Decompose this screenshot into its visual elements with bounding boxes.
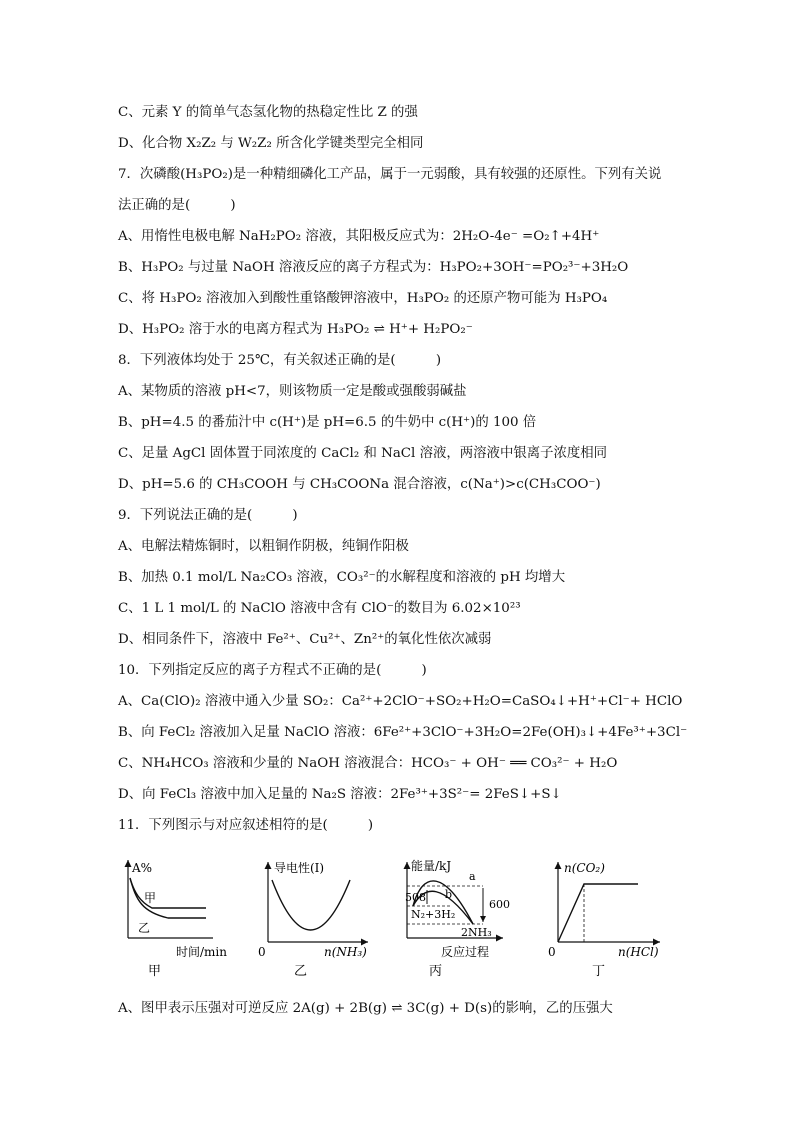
jia-ylabel: A% (132, 861, 153, 875)
bing-ylabel: 能量/kJ (411, 859, 452, 873)
ding-origin: 0 (548, 945, 556, 959)
curve-jia (130, 878, 206, 918)
figure-jia (128, 860, 227, 979)
text-line-22: C、NH₄HCO₃ 溶液和少量的 NaOH 溶液混合：HCO₃⁻ + OH⁻ ══ CO₃²⁻ + H₂O (118, 756, 618, 771)
jia-curve1: 甲 (144, 891, 157, 905)
yi-xlabel: n(NH₃) (324, 945, 367, 959)
text-line-16: B、加热 0.1 mol/L Na₂CO₃ 溶液，CO₃²⁻的水解程度和溶液的 pH 均增大 (118, 570, 566, 585)
text-line-11: B、pH=4.5 的番茄汁中 c(H⁺)是 pH=6.5 的牛奶中 c(H⁺)的 100 倍 (118, 415, 537, 430)
jia-xlabel: 时间/min (176, 945, 227, 959)
text-line-3: 7．次磷酸(H₃PO₂)是一种精细磷化工产品，属于一元弱酸，具有较强的还原性。下列有关说 (118, 167, 662, 182)
yi-ylabel: 导电性(I) (274, 861, 325, 875)
yi-origin: 0 (258, 945, 266, 959)
text-line-25: A、图甲表示压强对可逆反应 2A(g) + 2B(g) ⇌ 3C(g) + D(s)的影响，乙的压强大 (118, 1001, 613, 1016)
text-line-13: D、pH=5.6 的 CH₃COOH 与 CH₃COONa 混合溶液，c(Na⁺)>c(CH₃COO⁻) (118, 477, 601, 492)
jia-curve2: 乙 (138, 921, 151, 935)
bing-reactant: N₂+3H₂ (411, 908, 456, 921)
ding-ylabel: n(CO₂) (564, 861, 605, 875)
bing-xlabel: 反应过程 (441, 945, 490, 959)
text-line-4: 法正确的是( ) (118, 198, 236, 213)
figure-ding (548, 861, 660, 979)
text-line-14: 9．下列说法正确的是( ) (118, 508, 298, 523)
text-line-15: A、电解法精炼铜时，以粗铜作阴极，纯铜作阳极 (118, 539, 409, 554)
bing-caption: 丙 (429, 964, 443, 979)
curve-co2 (558, 884, 638, 942)
text-line-17: C、1 L 1 mol/L 的 NaClO 溶液中含有 ClO⁻的数目为 6.02×10²³ (118, 601, 521, 616)
text-line-23: D、向 FeCl₃ 溶液中加入足量的 Na₂S 溶液：2Fe³⁺+3S²⁻= 2FeS↓+S↓ (118, 787, 562, 802)
bing-b: b (445, 888, 453, 901)
figure-row (118, 850, 678, 980)
curve-conductivity (272, 880, 350, 930)
text-line-19: 10．下列指定反应的离子方程式不正确的是( ) (118, 663, 427, 678)
text-line-9: 8．下列液体均处于 25℃，有关叙述正确的是( ) (118, 353, 442, 368)
text-line-20: A、Ca(ClO)₂ 溶液中通入少量 SO₂：Ca²⁺+2ClO⁻+SO₂+H₂O=CaSO₄↓+H⁺+Cl⁻+ HClO (118, 694, 683, 709)
jia-caption: 甲 (148, 964, 162, 979)
text-line-21: B、向 FeCl₂ 溶液加入足量 NaClO 溶液：6Fe²⁺+3ClO⁻+3H₂O=2Fe(OH)₃↓+4Fe³⁺+3Cl⁻ (118, 725, 688, 740)
text-line-2: D、化合物 X₂Z₂ 与 W₂Z₂ 所含化学键类型完全相同 (118, 136, 424, 151)
figures-svg (118, 850, 678, 980)
text-line-1: C、元素 Y 的简单气态氢化物的热稳定性比 Z 的强 (118, 105, 418, 120)
text-line-10: A、某物质的溶液 pH<7，则该物质一定是酸或强酸弱碱盐 (118, 384, 467, 399)
text-line-18: D、相同条件下，溶液中 Fe²⁺、Cu²⁺、Zn²⁺的氧化性依次减弱 (118, 632, 492, 647)
text-line-7: C、将 H₃PO₂ 溶液加入到酸性重铬酸钾溶液中，H₃PO₂ 的还原产物可能为 H₃PO₄ (118, 291, 608, 306)
bing-508: 508 (405, 891, 426, 904)
ding-caption: 丁 (592, 964, 606, 979)
text-line-24: 11．下列图示与对应叙述相符的是( ) (118, 818, 374, 833)
text-line-5: A、用惰性电极电解 NaH₂PO₂ 溶液，其阳极反应式为：2H₂O-4e⁻ =O₂↑+4H⁺ (118, 229, 600, 244)
yi-caption: 乙 (294, 964, 308, 979)
text-line-6: B、H₃PO₂ 与过量 NaOH 溶液反应的离子方程式为：H₃PO₂+3OH⁻=PO₂³⁻+3H₂O (118, 260, 629, 275)
figure-yi (258, 860, 368, 979)
figure-bing (405, 858, 510, 979)
bing-product: 2NH₃ (461, 926, 492, 939)
ding-xlabel: n(HCl) (618, 945, 659, 959)
text-line-8: D、H₃PO₂ 溶于水的电离方程式为 H₃PO₂ ⇌ H⁺+ H₂PO₂⁻ (118, 322, 473, 337)
bing-600: 600 (489, 898, 510, 911)
text-line-12: C、足量 AgCl 固体置于同浓度的 CaCl₂ 和 NaCl 溶液，两溶液中银离子浓度相同 (118, 446, 608, 461)
bing-a: a (469, 870, 476, 883)
